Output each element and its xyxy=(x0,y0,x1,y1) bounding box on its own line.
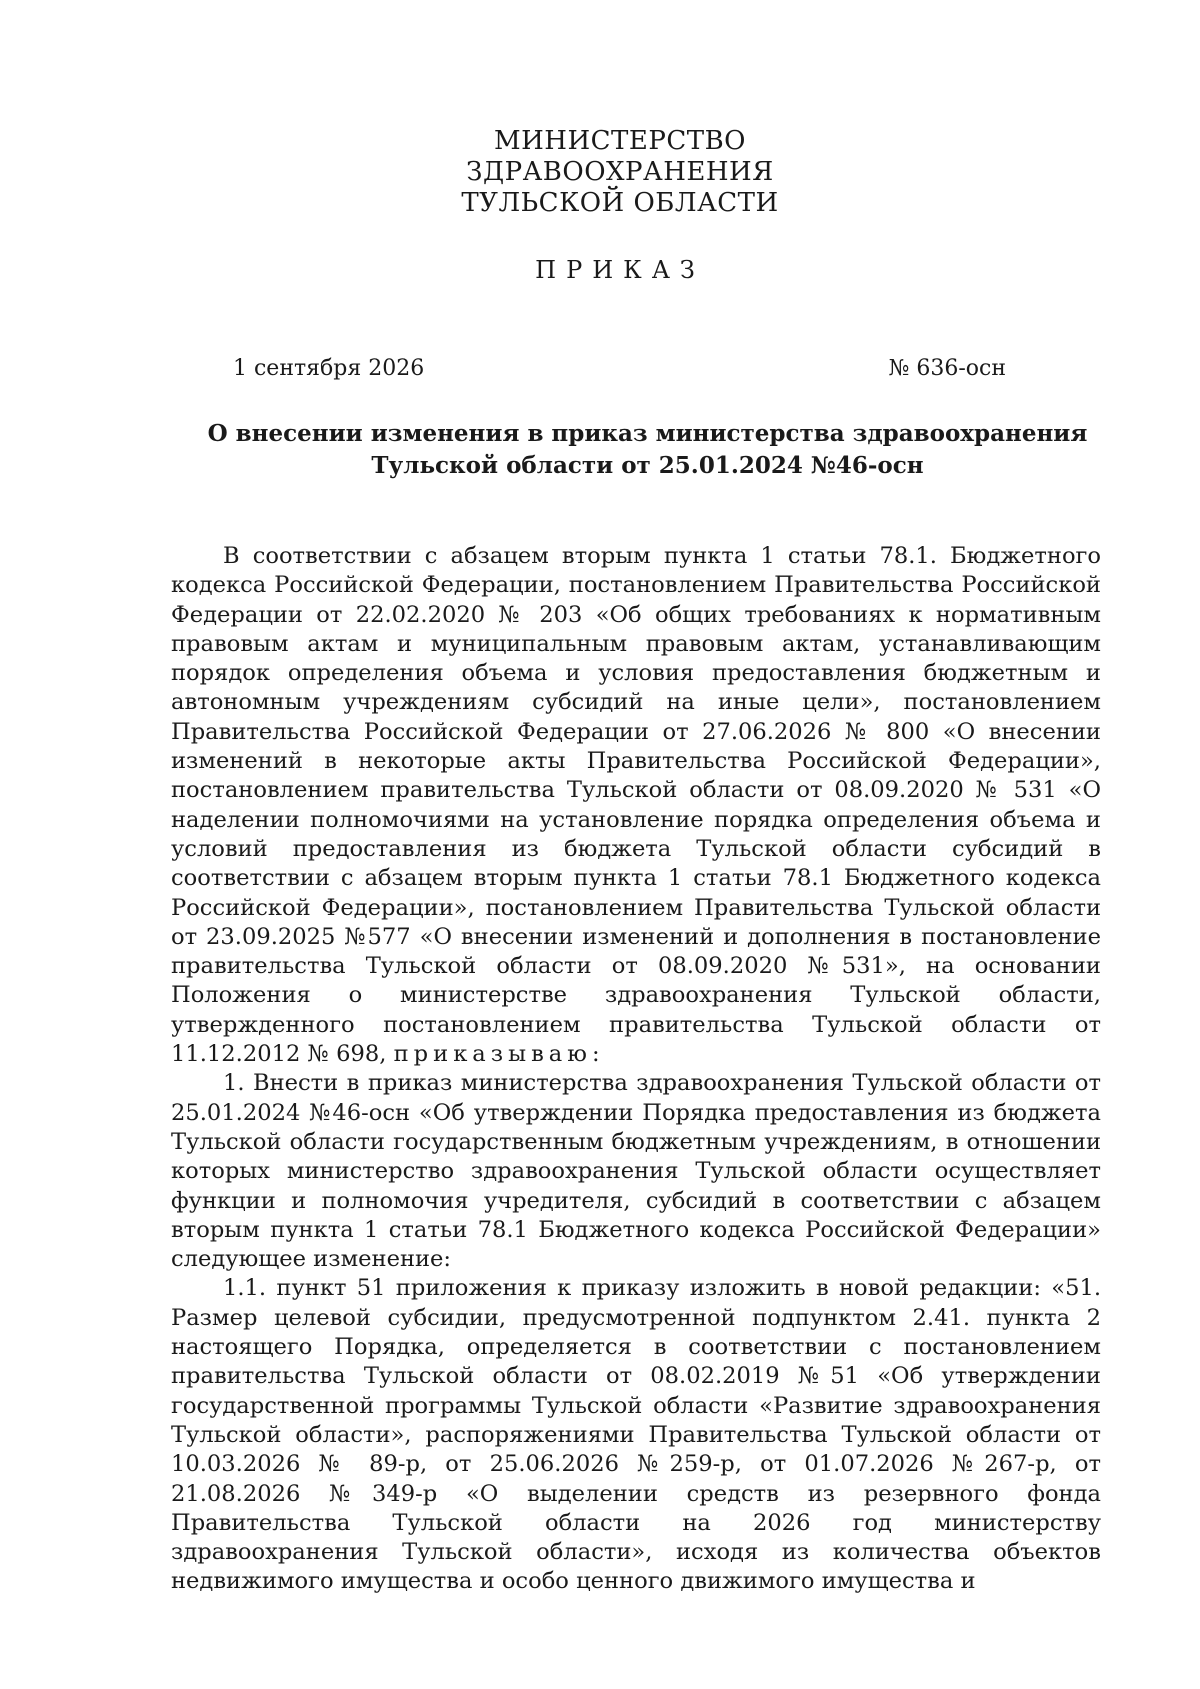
ministry-line-1: МИНИСТЕРСТВО xyxy=(493,126,746,156)
document-body xyxy=(171,542,1101,1597)
body-paragraph-item-1: 1. Внести в приказ министерства здравоохранения Тульской области от 25.01.2024 №46-осн «Об утверждении Порядка предоставления из бюджета Тульской области государственным бюджетным учреждениям, в отношении которых министерство здравоохранения Тульской области осуществляет функции и полномочия учредителя, субсидий в соответствии с абзацем вторым пункта 1 статьи 78.1 Бюджетного кодекса Российской Федерации» следующее изменение: xyxy=(171,1070,1101,1273)
document-number: № 636-осн xyxy=(888,356,1006,381)
preamble-text: В соответствии с абзацем вторым пункта 1 статьи 78.1. Бюджетного кодекса Российской Федерации, постановлением Правительства Российской Федерации от 22.02.2020 № 203 «Об общих требованиях к нормативным правовым актам и муниципальным правовым актам, устанавливающим порядок определения объема и условия предоставления бюджетным и автономным учреждениям субсидий на иные цели», постановлением Правительства Российской Федерации от 27.06.2026 № 800 «О внесении изменений в некоторые акты Правительства Российской Федерации», постановлением правительства Тульской области от 08.09.2020 № 531 «О наделении полномочиями на установление порядка определения объема и условий предоставления из бюджета Тульской области субсидий в соответствии с абзацем вторым пункта 1 статьи 78.1 Бюджетного кодекса Российской Федерации», постановлением Правительства Тульской области от 23.09.2025 №577 «О внесении изменений и дополнения в постановление правительства Тульской области от 08.09.2020 №531», на основании Положения о министерстве здравоохранения Тульской области, утвержденного постановлением правительства Тульской области от 11.12.2012 № 698, xyxy=(171,543,1101,1068)
subject-line-1: О внесении изменения в приказ министерства здравоохранения xyxy=(207,420,1088,447)
order-word: приказываю: xyxy=(393,1041,605,1068)
ministry-line-2: ЗДРАВООХРАНЕНИЯ xyxy=(466,157,774,187)
ministry-line-3: ТУЛЬСКОЙ ОБЛАСТИ xyxy=(461,188,779,218)
document-date: 1 сентября 2026 xyxy=(233,356,425,381)
document-subject xyxy=(0,418,1200,482)
ministry-header xyxy=(0,126,1200,219)
body-paragraph-preamble xyxy=(171,542,1101,1069)
subject-line-2: Тульской области от 25.01.2024 №46-осн xyxy=(371,452,924,479)
document-type-title: ПРИКАЗ xyxy=(535,256,705,284)
body-paragraph-item-1-1: 1.1. пункт 51 приложения к приказу изложить в новой редакции: «51. Размер целевой субсидии, предусмотренной подпунктом 2.41. пункта 2 настоящего Порядка, определяется в соответствии с постановлением правительства Тульской области от 08.02.2019 №51 «Об утверждении государственной программы Тульской области «Развитие здравоохранения Тульской области», распоряжениями Правительства Тульской области от 10.03.2026 № 89-р, от 25.06.2026 №259-р, от 01.07.2026 №267-р, от 21.08.2026 №349-р «О выделении средств из резервного фонда Правительства Тульской области на 2026 год министерству здравоохранения Тульской области», исходя из количества объектов недвижимого имущества и особо ценного движимого имущества и xyxy=(171,1275,1101,1595)
